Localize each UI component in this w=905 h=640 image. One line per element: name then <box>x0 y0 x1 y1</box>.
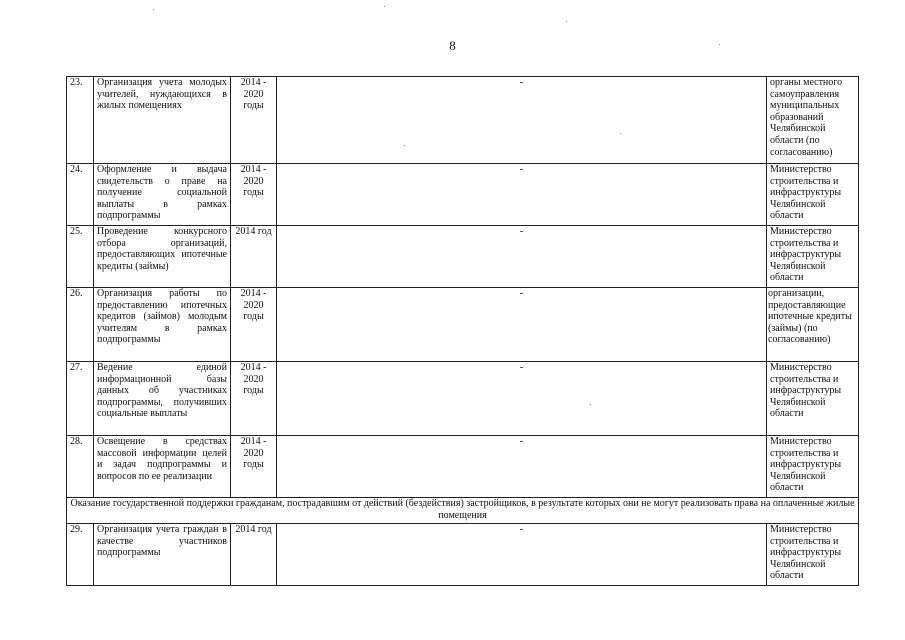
table-row <box>67 288 859 362</box>
measure-name: Организация работы по предоставлению ипотечных кредитов (займов) молодым учителям в рамках подпрограммы <box>94 288 231 362</box>
scan-speck <box>153 9 154 10</box>
funding-value: - <box>277 362 767 436</box>
responsible-party: Министерство строительства и инфраструктуры Челябинской области <box>767 226 859 288</box>
measure-name: Организация учета граждан в качестве участников подпрограммы <box>94 524 231 586</box>
implementation-period: 2014 - 2020 годы <box>231 288 277 362</box>
scan-speck <box>404 145 405 146</box>
row-number: 27. <box>67 362 94 436</box>
scan-speck <box>566 21 567 22</box>
section-heading: Оказание государственной поддержки гражданам, пострадавшим от действий (бездействия) застройщиков, в результате которых они не могут реализовать права на оплаченные жилые помещения <box>67 498 859 524</box>
table-row <box>67 164 859 226</box>
page-number: 8 <box>449 38 456 53</box>
implementation-period: 2014 - 2020 годы <box>231 436 277 498</box>
implementation-period: 2014 год <box>231 524 277 586</box>
responsible-party: Министерство строительства и инфраструктуры Челябинской области <box>767 436 859 498</box>
scan-speck <box>384 6 385 7</box>
measure-name: Организация учета молодых учителей, нуждающихся в жилых помещениях <box>94 77 231 164</box>
table-row <box>67 524 859 586</box>
implementation-period: 2014 - 2020 годы <box>231 77 277 164</box>
implementation-period: 2014 - 2020 годы <box>231 164 277 226</box>
measure-name: Освещение в средствах массовой информации целей и задач подпрограммы и вопросов по ее реализации <box>94 436 231 498</box>
responsible-party: органы местного самоуправления муниципальных образований Челябинской области (по согласованию) <box>767 77 859 164</box>
scan-speck <box>719 44 720 45</box>
funding-value: - <box>277 226 767 288</box>
row-number: 26. <box>67 288 94 362</box>
measure-name: Ведение единой информационной базы данных об участниках подпрограммы, получивших социальные выплаты <box>94 362 231 436</box>
measure-name: Оформление и выдача свидетельств о праве на получение социальной выплаты в рамках подпрограммы <box>94 164 231 226</box>
row-number: 24. <box>67 164 94 226</box>
responsible-party: организации, предоставляющие ипотечные кредиты (займы) (по согласованию) <box>767 288 859 362</box>
row-number: 25. <box>67 226 94 288</box>
row-number: 28. <box>67 436 94 498</box>
responsible-party: Министерство строительства и инфраструктуры Челябинской области <box>767 524 859 586</box>
funding-value: - <box>277 288 767 362</box>
table-row <box>67 226 859 288</box>
funding-value: - <box>277 164 767 226</box>
table-row <box>67 362 859 436</box>
funding-value: - <box>277 77 767 164</box>
scan-speck <box>620 133 621 134</box>
section-heading-row <box>67 498 859 524</box>
measures-table <box>66 76 859 586</box>
responsible-party: Министерство строительства и инфраструктуры Челябинской области <box>767 164 859 226</box>
measure-name: Проведение конкурсного отбора организаций, предоставляющих ипотечные кредиты (займы) <box>94 226 231 288</box>
implementation-period: 2014 - 2020 годы <box>231 362 277 436</box>
funding-value: - <box>277 524 767 586</box>
responsible-party: Министерство строительства и инфраструктуры Челябинской области <box>767 362 859 436</box>
scan-speck <box>590 404 591 405</box>
table-row <box>67 77 859 164</box>
implementation-period: 2014 год <box>231 226 277 288</box>
table-row <box>67 436 859 498</box>
row-number: 29. <box>67 524 94 586</box>
row-number: 23. <box>67 77 94 164</box>
funding-value: - <box>277 436 767 498</box>
